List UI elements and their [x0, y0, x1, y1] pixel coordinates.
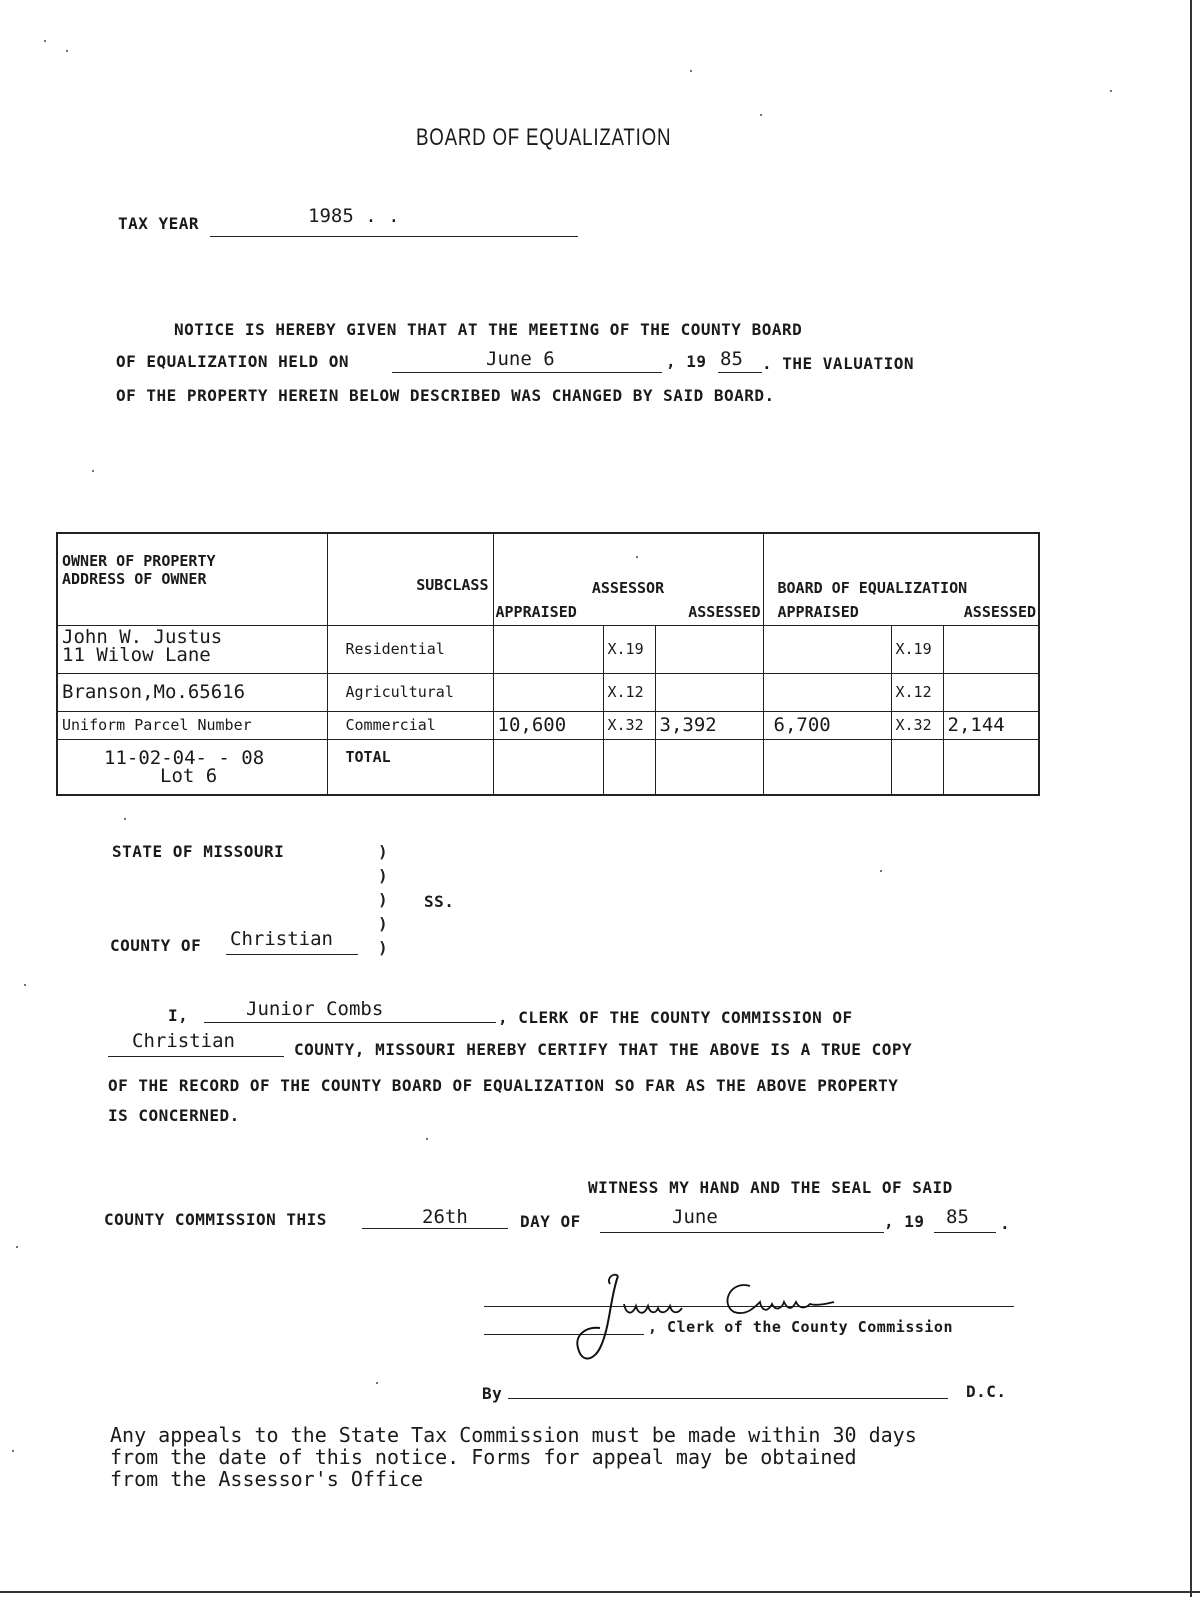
scan-speck: [760, 114, 762, 116]
clerk-title: , Clerk of the County Commission: [648, 1318, 953, 1336]
header-board-appraised: APPRAISED: [777, 602, 859, 621]
cert-line-4: IS CONCERNED.: [108, 1106, 240, 1125]
notice-line-3: OF THE PROPERTY HEREIN BELOW DESCRIBED WAS CHANGED BY SAID BOARD.: [116, 386, 775, 405]
header-assessor-assessed: ASSESSED: [688, 602, 761, 621]
header-assessor-appraised: APPRAISED: [495, 602, 577, 621]
scan-speck: [12, 1450, 14, 1452]
total-board-appraised: [763, 739, 891, 795]
notice-year: 85: [720, 348, 743, 370]
page-edge-bottom: [0, 1591, 1200, 1593]
owner-cell: [57, 625, 327, 673]
owner-city: Branson,Mo.65616: [57, 673, 327, 711]
county-of-label: COUNTY OF: [110, 936, 202, 955]
agricultural-board-appraised: [763, 673, 891, 711]
table-row-agricultural: [57, 673, 1039, 711]
header-board-assessed: ASSESSED: [963, 602, 1037, 621]
by-underline: [508, 1398, 948, 1399]
cert-county: Christian: [132, 1030, 235, 1052]
commercial-assessor-assessed: 3,392: [655, 711, 763, 739]
scan-speck: [376, 1382, 378, 1384]
header-subclass: [327, 533, 493, 625]
cert-line-3: OF THE RECORD OF THE COUNTY BOARD OF EQUALIZATION SO FAR AS THE ABOVE PROPERTY: [108, 1076, 899, 1095]
witness-prefix: COUNTY COMMISSION THIS: [104, 1210, 327, 1229]
parcel-lot: Lot 6: [160, 764, 218, 787]
agricultural-assessor-assessed: [655, 673, 763, 711]
notice-line-2-prefix: OF EQUALIZATION HELD ON: [116, 352, 350, 371]
table-row-commercial: [57, 711, 1039, 739]
witness-year-prefix: , 19: [884, 1212, 925, 1231]
parcel-label: Uniform Parcel Number: [57, 711, 327, 739]
residential-assessor-assessed: [655, 625, 763, 673]
scan-speck: [16, 1246, 18, 1248]
venue-paren-1: ): [378, 842, 389, 861]
header-board-subheads: [778, 603, 1037, 621]
agricultural-board-rate: X.12: [891, 673, 943, 711]
witness-line-1: WITNESS MY HAND AND THE SEAL OF SAID: [588, 1178, 953, 1197]
witness-day-underline: [362, 1228, 508, 1229]
scan-speck: [690, 70, 692, 72]
witness-day: 26th: [422, 1206, 468, 1228]
parcel-number-cell: [57, 739, 327, 795]
header-board: [763, 533, 1039, 625]
cert-i-label: I,: [168, 1006, 189, 1025]
cert-county-underline: [108, 1056, 284, 1057]
notice-year-prefix: , 19: [666, 352, 707, 371]
scan-speck: [1110, 90, 1112, 92]
owner-street: 11 Wilow Lane: [62, 643, 211, 666]
subclass-residential: Residential: [327, 625, 493, 673]
header-owner: [57, 533, 327, 625]
scan-speck: [880, 870, 882, 872]
scan-speck: [636, 556, 638, 558]
clerk-name: Junior Combs: [246, 998, 384, 1020]
dc-label: D.C.: [966, 1382, 1007, 1401]
header-board-label: BOARD OF EQUALIZATION: [777, 578, 968, 597]
residential-assessor-rate: X.19: [603, 625, 655, 673]
footer-line-3-clip: [110, 1467, 510, 1491]
venue-county-underline: [226, 954, 358, 955]
scan-speck: [426, 1138, 428, 1140]
meeting-date-underline: [392, 372, 662, 373]
total-board-rate: [891, 739, 943, 795]
subclass-agricultural: Agricultural: [327, 673, 493, 711]
notice-line-2-suffix: . THE VALUATION: [762, 354, 914, 373]
agricultural-assessor-appraised: [493, 673, 603, 711]
cert-line-2-suffix: COUNTY, MISSOURI HEREBY CERTIFY THAT THE ABOVE IS A TRUE COPY: [294, 1040, 913, 1059]
ss-label: SS.: [424, 892, 455, 911]
subclass-total: [327, 739, 493, 795]
commercial-assessor-rate: X.32: [603, 711, 655, 739]
table-row-total: [57, 739, 1039, 795]
cert-line-1-suffix: , CLERK OF THE COUNTY COMMISSION OF: [498, 1008, 853, 1027]
owner-name: John W. Justus: [62, 625, 223, 648]
venue-paren-4: ): [378, 914, 389, 933]
witness-day-of: DAY OF: [520, 1212, 581, 1231]
clerk-name-underline: [204, 1022, 496, 1023]
header-owner-line-2: ADDRESS OF OWNER: [62, 570, 207, 588]
scan-speck: [92, 470, 94, 472]
scan-speck: [124, 818, 126, 820]
header-assessor-label: ASSESSOR: [591, 578, 665, 597]
subclass-commercial: Commercial: [327, 711, 493, 739]
venue-paren-3: ): [378, 890, 389, 909]
tax-year-value: 1985 . .: [308, 205, 400, 227]
valuation-table: [56, 532, 1040, 796]
header-assessor: [493, 533, 763, 625]
commercial-board-appraised: 6,700: [763, 711, 891, 739]
witness-year-underline: [934, 1232, 996, 1233]
residential-board-appraised: [763, 625, 891, 673]
table-row-residential: [57, 625, 1039, 673]
agricultural-board-assessed: [943, 673, 1039, 711]
agricultural-assessor-rate: X.12: [603, 673, 655, 711]
residential-board-assessed: [943, 625, 1039, 673]
total-assessor-assessed: [655, 739, 763, 795]
total-assessor-appraised: [493, 739, 603, 795]
total-board-assessed: [943, 739, 1039, 795]
witness-end: .: [1000, 1214, 1011, 1233]
header-owner-line-1: OWNER OF PROPERTY: [62, 552, 216, 570]
total-assessor-rate: [603, 739, 655, 795]
state-of-missouri: STATE OF MISSOURI: [112, 842, 285, 861]
meeting-date: June 6: [486, 348, 555, 370]
header-assessor-subheads: [496, 603, 761, 621]
commercial-board-assessed: 2,144: [943, 711, 1039, 739]
document-title: BOARD OF EQUALIZATION: [416, 124, 672, 151]
venue-county: Christian: [230, 928, 333, 950]
page-edge-right: [1190, 0, 1192, 1597]
witness-month: June: [672, 1206, 718, 1228]
table-header-row: [57, 533, 1039, 625]
footer-line-1: Any appeals to the State Tax Commission must be made within 30 days: [110, 1423, 917, 1447]
witness-month-underline: [600, 1232, 884, 1233]
parcel-number: 11-02-04- - 08: [104, 746, 265, 769]
notice-year-underline: [718, 372, 762, 373]
header-subclass-label: SUBCLASS: [416, 576, 489, 594]
footer-line-3: from the Assessor's Office: [110, 1467, 424, 1491]
residential-assessor-appraised: [493, 625, 603, 673]
scan-speck: [44, 40, 46, 42]
witness-year: 85: [946, 1206, 969, 1228]
residential-board-rate: X.19: [891, 625, 943, 673]
commercial-assessor-appraised: 10,600: [493, 711, 603, 739]
tax-year-underline: [210, 236, 578, 237]
scan-speck: [66, 50, 68, 52]
commercial-board-rate: X.32: [891, 711, 943, 739]
scan-speck: [24, 984, 26, 986]
by-label: By: [482, 1384, 503, 1403]
venue-paren-2: ): [378, 866, 389, 885]
subclass-total-label: TOTAL: [345, 747, 391, 766]
venue-paren-5: ): [378, 938, 389, 957]
tax-year-label: TAX YEAR: [118, 214, 200, 233]
notice-line-1: NOTICE IS HEREBY GIVEN THAT AT THE MEETING OF THE COUNTY BOARD: [174, 320, 803, 339]
footer-line-2: from the date of this notice. Forms for appeal may be obtained: [110, 1445, 857, 1469]
